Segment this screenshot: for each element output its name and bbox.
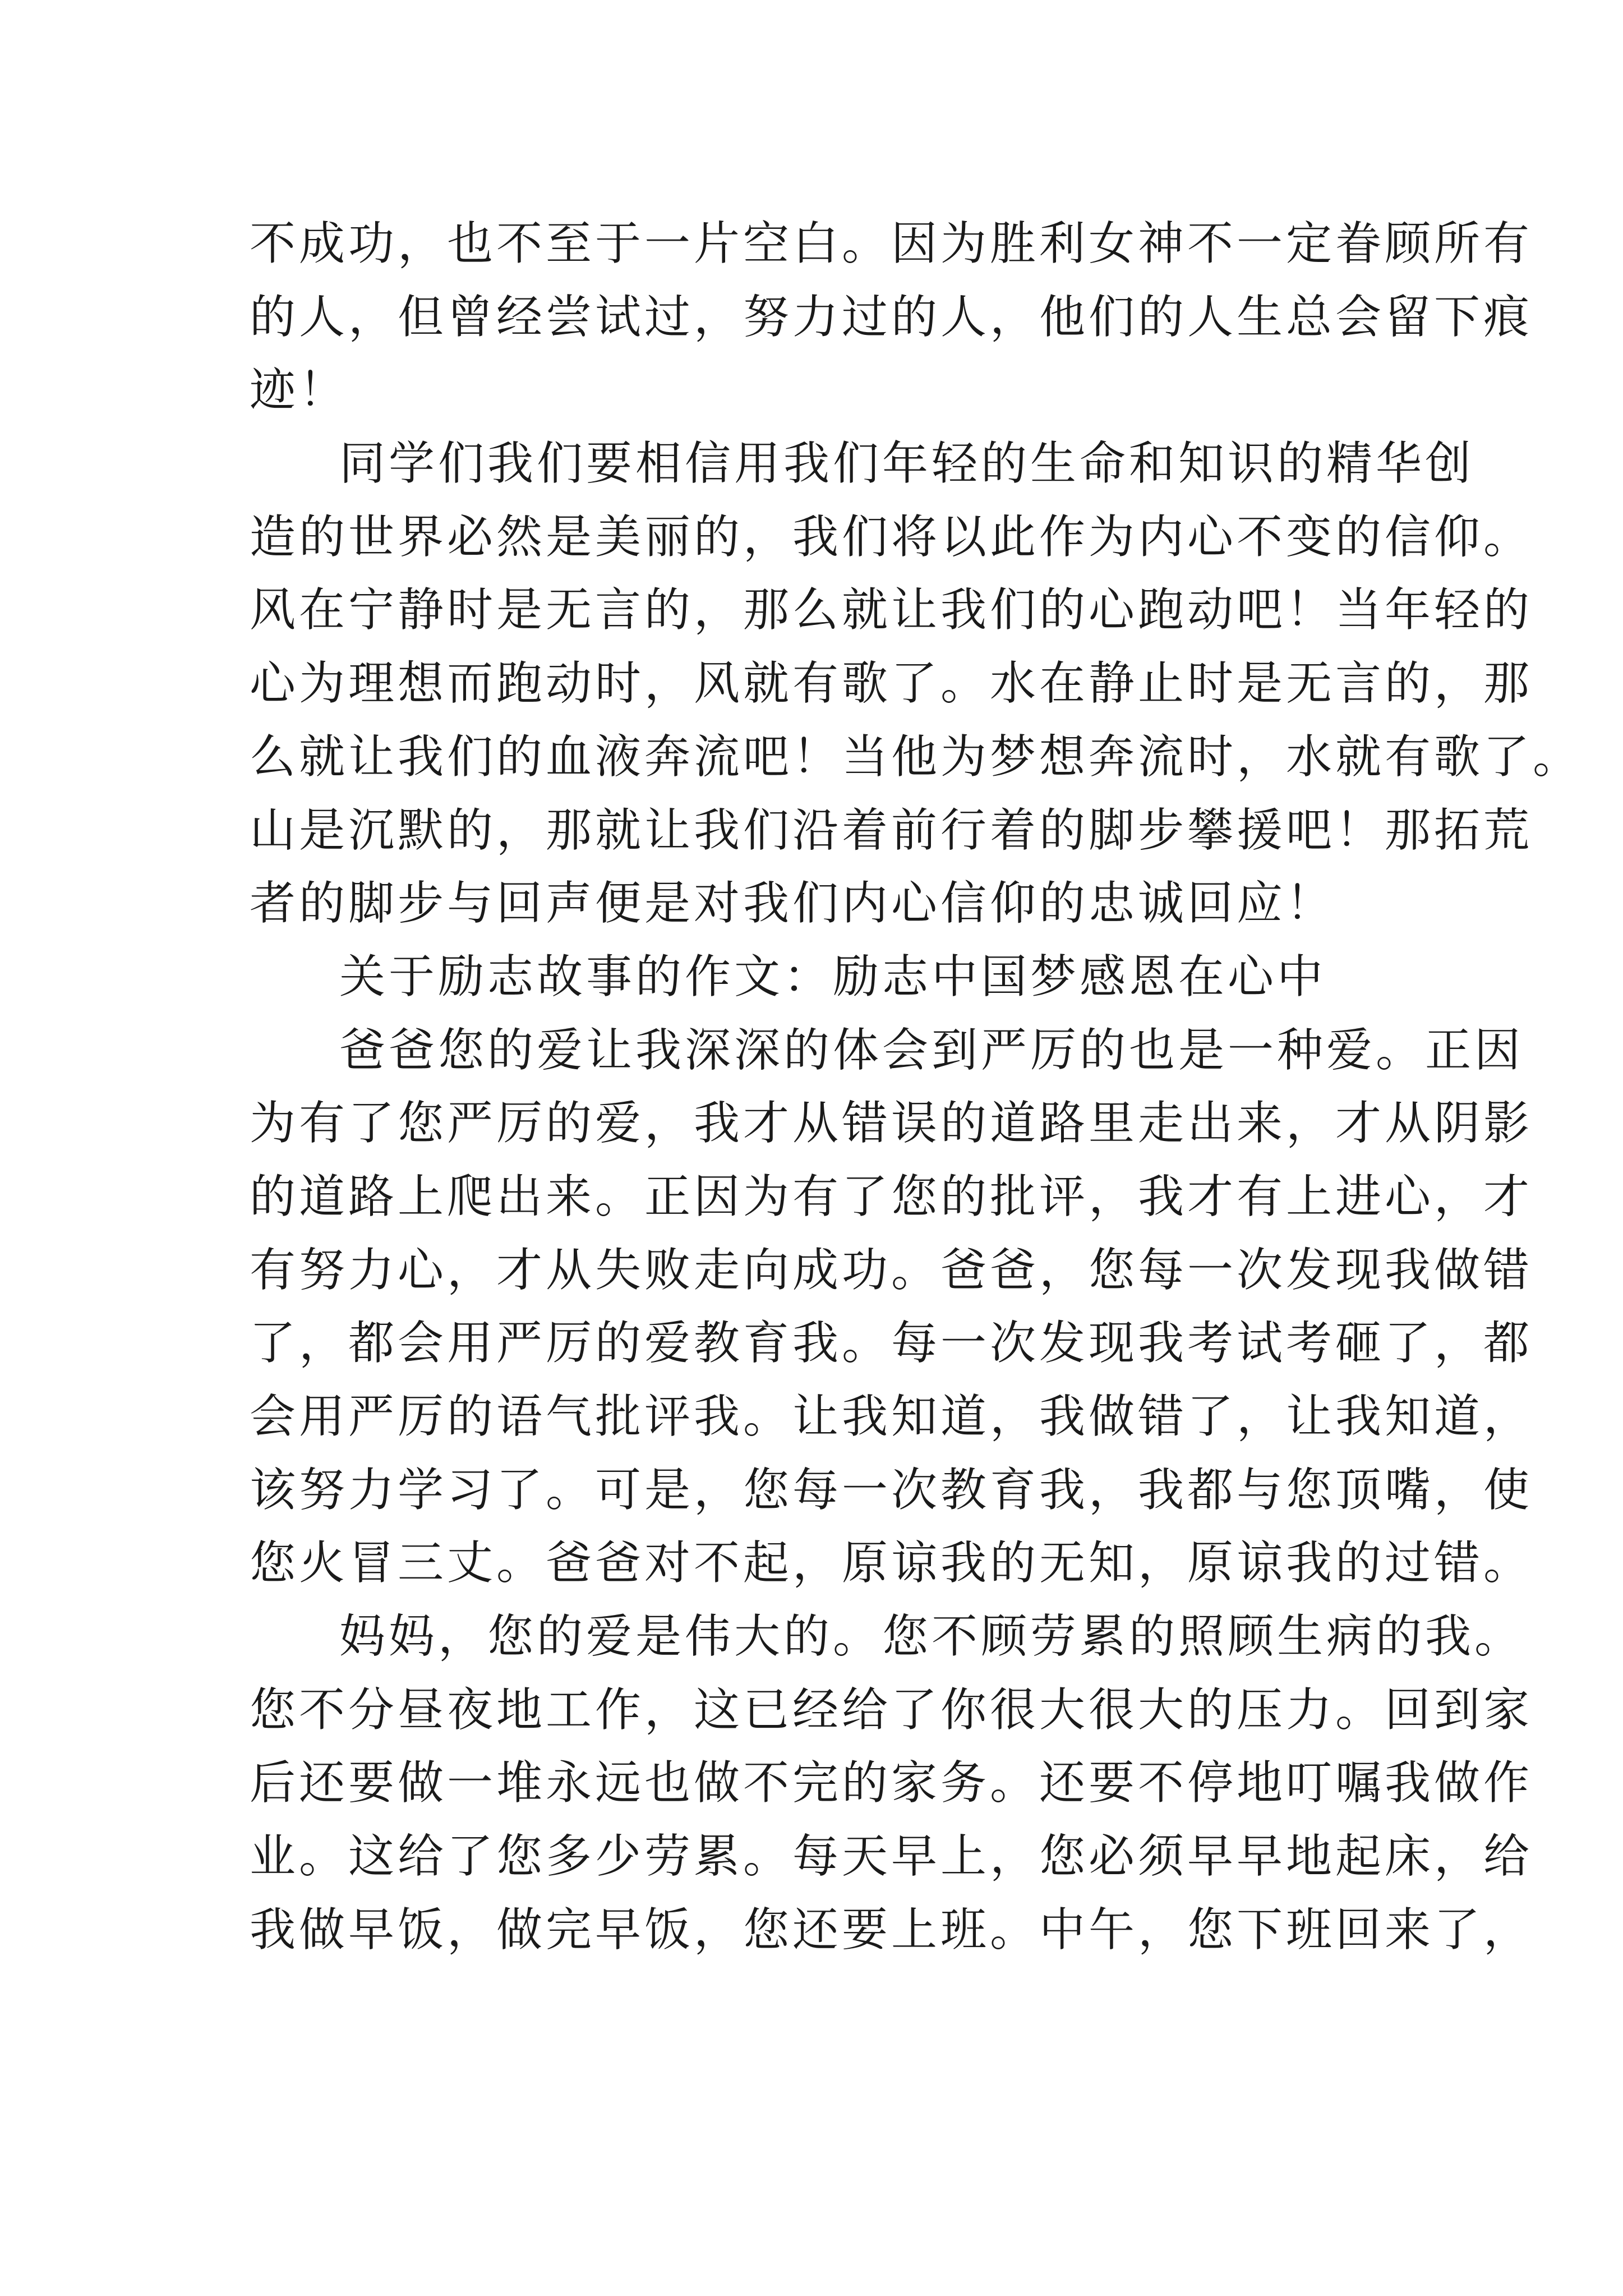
- paragraph-start-line: 爸爸您的爱让我深深的体会到严厉的也是一种爱。正因: [339, 1023, 1524, 1077]
- text-line: 山是沉默的，那就让我们沿着前行着的脚步攀援吧！那拓荒: [250, 803, 1533, 857]
- text-line: 心为理想而跑动时，风就有歌了。水在静止时是无言的，那: [250, 657, 1533, 711]
- text-line: 不成功，也不至于一片空白。因为胜利女神不一定眷顾所有: [250, 217, 1533, 270]
- text-line: 了，都会用严厉的爱教育我。每一次发现我考试考砸了，都: [250, 1317, 1533, 1370]
- text-line: 有努力心，才从失败走向成功。爸爸，您每一次发现我做错: [250, 1243, 1533, 1297]
- text-line: 么就让我们的血液奔流吧！当他为梦想奔流时，水就有歌了。: [250, 730, 1583, 784]
- paragraph-start-line: 同学们我们要相信用我们年轻的生命和知识的精华创: [339, 437, 1475, 491]
- text-line: 为有了您严厉的爱，我才从错误的道路里走出来，才从阴影: [250, 1097, 1533, 1151]
- text-line: 的人，但曾经尝试过，努力过的人，他们的人生总会留下痕: [250, 290, 1533, 344]
- text-line: 迹！: [250, 364, 349, 417]
- section-heading: 关于励志故事的作文：励志中国梦感恩在心中: [339, 950, 1327, 1004]
- text-line: 我做早饭，做完早饭，您还要上班。中午，您下班回来了，: [250, 1903, 1533, 1957]
- text-line: 您不分昼夜地工作，这已经给了你很大很大的压力。回到家: [250, 1683, 1533, 1737]
- text-line: 该努力学习了。可是，您每一次教育我，我都与您顶嘴，使: [250, 1463, 1533, 1517]
- text-line: 会用严厉的语气批评我。让我知道，我做错了，让我知道，: [250, 1390, 1533, 1443]
- paragraph-start-line: 妈妈，您的爱是伟大的。您不顾劳累的照顾生病的我。: [339, 1610, 1524, 1664]
- text-line: 者的脚步与回声便是对我们内心信仰的忠诚回应！: [250, 877, 1336, 931]
- text-line: 您火冒三丈。爸爸对不起，原谅我的无知，原谅我的过错。: [250, 1536, 1533, 1590]
- text-line: 后还要做一堆永远也做不完的家务。还要不停地叮嘱我做作: [250, 1756, 1533, 1810]
- text-line: 风在宁静时是无言的，那么就让我们的心跑动吧！当年轻的: [250, 583, 1533, 637]
- text-line: 的道路上爬出来。正因为有了您的批评，我才有上进心，才: [250, 1170, 1533, 1223]
- essay-body: [250, 208, 1583, 1967]
- text-line: 造的世界必然是美丽的，我们将以此作为内心不变的信仰。: [250, 510, 1533, 564]
- text-line: 业。这给了您多少劳累。每天早上，您必须早早地起床，给: [250, 1830, 1533, 1884]
